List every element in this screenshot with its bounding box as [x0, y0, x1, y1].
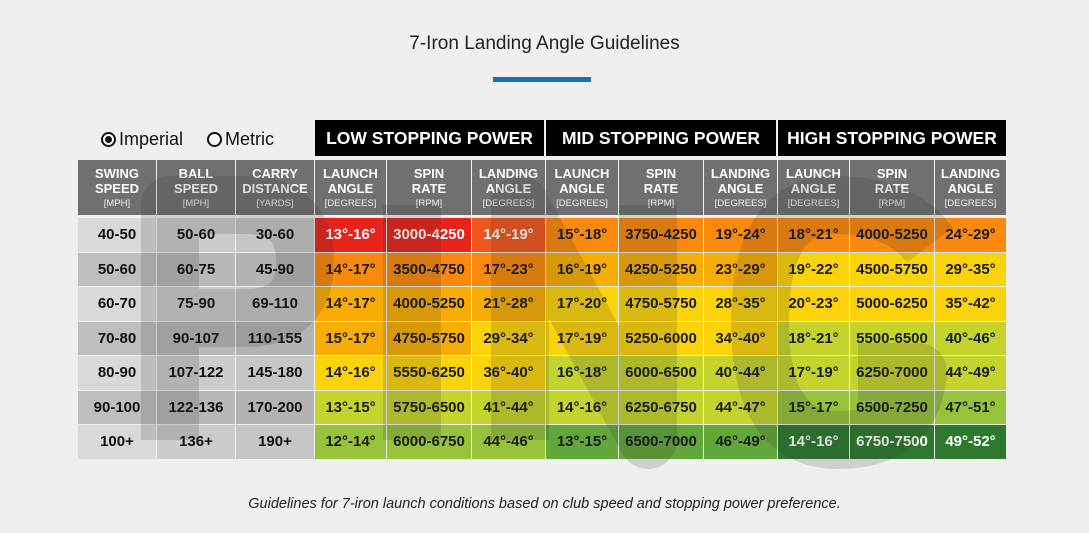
imperial-label: Imperial — [119, 128, 184, 149]
value-cell: 21°-28° — [472, 287, 545, 321]
carry-cell: 110-155 — [236, 322, 314, 356]
swing-cell: 100+ — [78, 425, 156, 459]
ball-cell: 75-90 — [157, 287, 235, 321]
swing-cell: 80-90 — [78, 356, 156, 390]
value-cell: 15°-18° — [546, 218, 618, 252]
value-cell: 3000-4250 — [387, 218, 471, 252]
value-cell: 16°-19° — [546, 253, 618, 287]
value-cell: 13°-15° — [546, 425, 618, 459]
footnote-caption: Guidelines for 7-iron launch conditions based on club speed and stopping power preference. — [248, 496, 841, 512]
ball-cell: 60-75 — [157, 253, 235, 287]
ball-cell: 136+ — [157, 425, 235, 459]
value-cell: 14°-16° — [315, 356, 386, 390]
column-header — [850, 160, 934, 215]
unit-toggle[interactable] — [101, 127, 298, 151]
column-header — [778, 160, 849, 215]
value-cell: 14°-19° — [472, 218, 545, 252]
value-cell: 41°-44° — [472, 391, 545, 425]
column-header-line1: LANDING — [710, 165, 771, 181]
value-cell: 4500-5750 — [850, 253, 934, 287]
metric-label: Metric — [225, 128, 275, 149]
column-header-unit: [DEGREES] — [944, 197, 997, 209]
column-header — [315, 160, 386, 215]
column-header-line1: BALL — [178, 165, 214, 181]
column-header-line1: SPIN — [645, 165, 677, 181]
swing-cell: 90-100 — [78, 391, 156, 425]
value-cell: 5500-6500 — [850, 322, 934, 356]
column-header-line1: LAUNCH — [323, 165, 378, 181]
column-header — [546, 160, 618, 215]
column-header-unit: [MPH] — [182, 197, 210, 209]
carry-cell: 30-60 — [236, 218, 314, 252]
column-header-line1: CARRY — [252, 165, 298, 181]
column-header-unit: [DEGREES] — [482, 197, 535, 209]
value-cell: 3750-4250 — [619, 218, 703, 252]
value-cell: 6500-7000 — [619, 425, 703, 459]
value-cell: 18°-21° — [778, 322, 849, 356]
value-cell: 47°-51° — [935, 391, 1006, 425]
column-header-line1: LAUNCH — [554, 165, 610, 181]
value-cell: 19°-24° — [704, 218, 777, 252]
column-header-line2: SPEED — [94, 180, 140, 196]
column-header-unit: [DEGREES] — [714, 197, 767, 209]
carry-cell: 190+ — [236, 425, 314, 459]
column-header-line2: RATE — [411, 180, 447, 196]
value-cell: 23°-29° — [704, 253, 777, 287]
column-header-unit: [DEGREES] — [556, 197, 608, 209]
column-header — [387, 160, 471, 215]
column-header-line1: LAUNCH — [786, 165, 841, 181]
column-header-line1: SPIN — [413, 165, 445, 181]
ball-cell: 50-60 — [157, 218, 235, 252]
value-cell: 17°-23° — [472, 253, 545, 287]
column-header-unit: [YARDS] — [256, 197, 294, 209]
column-header — [78, 160, 156, 215]
carry-cell: 69-110 — [236, 287, 314, 321]
value-cell: 19°-22° — [778, 253, 849, 287]
value-cell: 6250-7000 — [850, 356, 934, 390]
value-cell: 4750-5750 — [619, 287, 703, 321]
value-cell: 44°-47° — [704, 391, 777, 425]
value-cell: 13°-16° — [315, 218, 386, 252]
column-header-line1: SWING — [94, 165, 140, 181]
column-header-line1: LANDING — [940, 165, 1001, 181]
value-cell: 6000-6750 — [387, 425, 471, 459]
column-header-line2: DISTANCE — [242, 180, 308, 196]
column-header-line2: ANGLE — [947, 180, 994, 196]
metric-radio[interactable] — [207, 132, 222, 147]
column-header-unit: [RPM] — [415, 197, 443, 209]
value-cell: 4250-5250 — [619, 253, 703, 287]
ball-cell: 107-122 — [157, 356, 235, 390]
column-header — [704, 160, 777, 215]
title-underline — [493, 77, 591, 82]
group-header-high: HIGH STOPPING POWER — [778, 120, 1006, 156]
metric-option[interactable] — [207, 129, 274, 150]
value-cell: 18°-21° — [778, 218, 849, 252]
value-cell: 5750-6500 — [387, 391, 471, 425]
value-cell: 36°-40° — [472, 356, 545, 390]
value-cell: 49°-52° — [935, 425, 1006, 459]
value-cell: 28°-35° — [704, 287, 777, 321]
column-header-unit: [DEGREES] — [787, 197, 840, 209]
value-cell: 4000-5250 — [850, 218, 934, 252]
column-header — [157, 160, 235, 215]
carry-cell: 145-180 — [236, 356, 314, 390]
value-cell: 35°-42° — [935, 287, 1006, 321]
value-cell: 20°-23° — [778, 287, 849, 321]
value-cell: 34°-40° — [704, 322, 777, 356]
carry-cell: 170-200 — [236, 391, 314, 425]
value-cell: 15°-17° — [315, 322, 386, 356]
carry-cell: 45-90 — [236, 253, 314, 287]
value-cell: 6000-6500 — [619, 356, 703, 390]
value-cell: 5550-6250 — [387, 356, 471, 390]
column-header-unit: [DEGREES] — [324, 197, 377, 209]
value-cell: 40°-44° — [704, 356, 777, 390]
value-cell: 14°-16° — [778, 425, 849, 459]
swing-cell: 70-80 — [78, 322, 156, 356]
value-cell: 40°-46° — [935, 322, 1006, 356]
value-cell: 6750-7500 — [850, 425, 934, 459]
page-title: 7-Iron Landing Angle Guidelines — [409, 33, 680, 54]
column-header — [236, 160, 314, 215]
column-header-line1: SPIN — [876, 165, 908, 181]
value-cell: 44°-49° — [935, 356, 1006, 390]
value-cell: 4750-5750 — [387, 322, 471, 356]
column-header-line2: ANGLE — [717, 180, 764, 196]
value-cell: 24°-29° — [935, 218, 1006, 252]
column-header-line2: SPEED — [173, 180, 219, 196]
group-header-mid: MID STOPPING POWER — [546, 120, 776, 156]
value-cell: 13°-15° — [315, 391, 386, 425]
value-cell: 6250-6750 — [619, 391, 703, 425]
ball-cell: 122-136 — [157, 391, 235, 425]
column-header — [619, 160, 703, 215]
value-cell: 29°-34° — [472, 322, 545, 356]
value-cell: 29°-35° — [935, 253, 1006, 287]
column-header — [935, 160, 1006, 215]
value-cell: 14°-17° — [315, 253, 386, 287]
value-cell: 14°-17° — [315, 287, 386, 321]
value-cell: 4000-5250 — [387, 287, 471, 321]
ball-cell: 90-107 — [157, 322, 235, 356]
column-header-unit: [RPM] — [647, 197, 675, 209]
value-cell: 5000-6250 — [850, 287, 934, 321]
value-cell: 5250-6000 — [619, 322, 703, 356]
column-header-line1: LANDING — [478, 165, 539, 181]
value-cell: 17°-20° — [546, 287, 618, 321]
value-cell: 6500-7250 — [850, 391, 934, 425]
swing-cell: 60-70 — [78, 287, 156, 321]
column-header-line2: ANGLE — [327, 180, 374, 196]
group-header-low: LOW STOPPING POWER — [315, 120, 544, 156]
column-header-line2: ANGLE — [559, 180, 605, 196]
swing-cell: 50-60 — [78, 253, 156, 287]
imperial-radio[interactable] — [101, 132, 116, 147]
value-cell: 17°-19° — [778, 356, 849, 390]
column-header-unit: [MPH] — [103, 197, 131, 209]
value-cell: 46°-49° — [704, 425, 777, 459]
swing-cell: 40-50 — [78, 218, 156, 252]
value-cell: 17°-19° — [546, 322, 618, 356]
column-header-line2: ANGLE — [790, 180, 837, 196]
imperial-option[interactable] — [101, 129, 183, 150]
value-cell: 15°-17° — [778, 391, 849, 425]
value-cell: 3500-4750 — [387, 253, 471, 287]
value-cell: 14°-16° — [546, 391, 618, 425]
value-cell: 16°-18° — [546, 356, 618, 390]
column-header-line2: RATE — [643, 180, 679, 196]
column-header-line2: ANGLE — [485, 180, 532, 196]
value-cell: 12°-14° — [315, 425, 386, 459]
column-header-unit: [RPM] — [878, 197, 906, 209]
column-header — [472, 160, 545, 215]
column-header-line2: RATE — [874, 180, 910, 196]
value-cell: 44°-46° — [472, 425, 545, 459]
